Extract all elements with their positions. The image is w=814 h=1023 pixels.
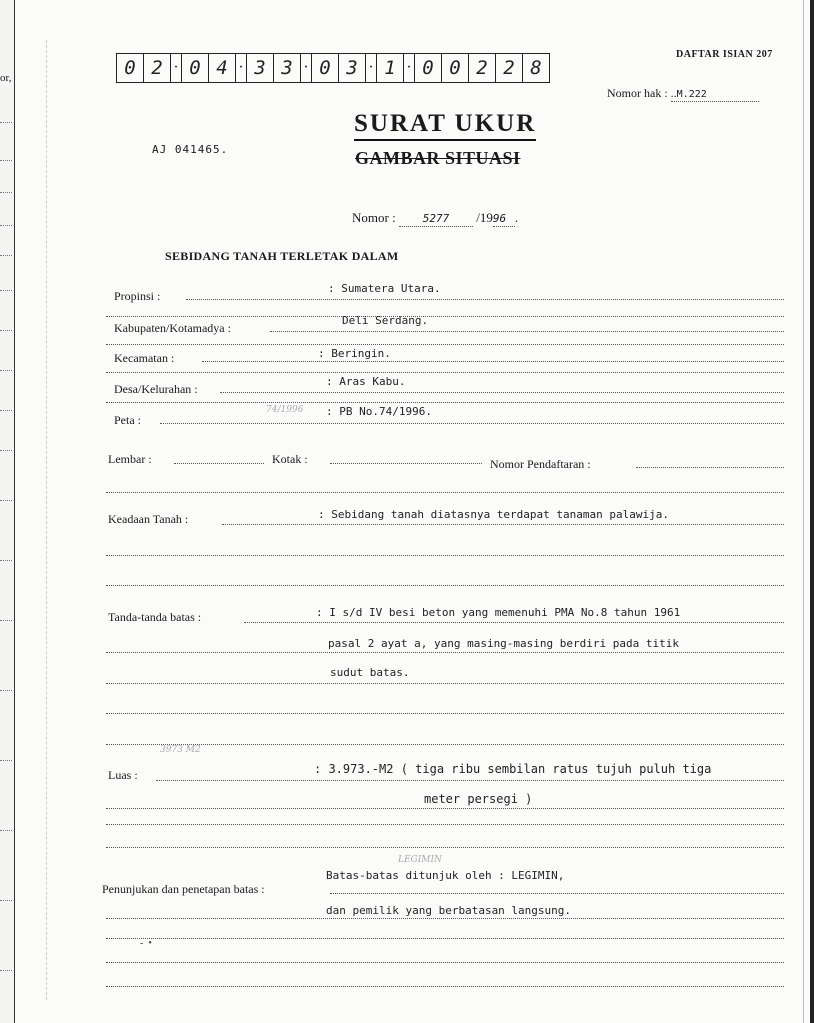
page-fold-line — [46, 40, 48, 1000]
code-digit-box: 2 — [144, 54, 171, 82]
tanda-batas-line-3: sudut batas. — [330, 666, 410, 679]
tanda-batas-line-3-rule — [106, 683, 784, 684]
code-digit-box: 0 — [415, 54, 442, 82]
kotak-label: Kotak : — [272, 452, 308, 466]
tanda-batas-line-2: pasal 2 ayat a, yang masing-masing berdiri pada titik — [328, 637, 679, 650]
tanda-batas-line-5-rule — [106, 744, 784, 745]
propinsi-line-2 — [106, 316, 784, 317]
form-number: DAFTAR ISIAN 207 — [676, 49, 773, 60]
nomor-pendaftaran-label: Nomor Pendaftaran : — [490, 457, 591, 471]
adjacent-page-fragment: or, — [0, 72, 12, 84]
adjacent-page-rule — [0, 450, 12, 451]
kabupaten-label: Kabupaten/Kotamadya : — [114, 321, 231, 335]
desa-line-2 — [106, 402, 784, 403]
penunjukan-line-1: Batas-batas ditunjuk oleh : LEGIMIN, — [326, 869, 565, 882]
scan-border — [803, 0, 804, 1023]
propinsi-value: : Sumatera Utara. — [328, 282, 441, 295]
code-separator: · — [171, 54, 182, 82]
code-digit-box: 2 — [469, 54, 496, 82]
code-digit-box: 0 — [117, 54, 144, 82]
code-separator: · — [301, 54, 312, 82]
adjacent-page-rule — [0, 192, 12, 193]
peta-faint-note: 74/1996 — [266, 405, 304, 415]
code-separator: · — [404, 54, 415, 82]
code-separator: · — [366, 54, 377, 82]
tanda-batas-line — [244, 622, 784, 623]
adjacent-page-rule — [0, 560, 12, 561]
code-digit-box: 3 — [247, 54, 274, 82]
serial-number: AJ 041465. — [152, 143, 229, 156]
kotak-line — [330, 463, 482, 464]
peta-label: Peta : — [114, 413, 141, 427]
adjacent-page-rule — [0, 690, 12, 691]
adjacent-page-rule — [0, 225, 12, 226]
code-digit-box: 1 — [377, 54, 404, 82]
adjacent-page-edge — [0, 0, 15, 1023]
code-digit-box: 0 — [442, 54, 469, 82]
keadaan-tanah-line — [222, 524, 784, 525]
nomor-year-prefix: /19 — [476, 210, 493, 225]
penunjukan-line-2: dan pemilik yang berbatasan langsung. — [326, 904, 572, 917]
penunjukan-line-4-rule — [106, 962, 784, 963]
kabupaten-line — [270, 331, 784, 332]
lembar-label: Lembar : — [108, 452, 152, 466]
propinsi-line — [186, 299, 784, 300]
nomor-hak: Nomor hak : ..M.222 — [607, 86, 759, 102]
kabupaten-line-2 — [106, 344, 784, 345]
penunjukan-line-5-rule — [106, 986, 784, 987]
nomor-pendaftaran-line — [636, 467, 784, 468]
adjacent-page-rule — [0, 122, 12, 123]
adjacent-page-rule — [0, 410, 12, 411]
adjacent-page-rule — [0, 160, 12, 161]
desa-label: Desa/Kelurahan : — [114, 382, 198, 396]
adjacent-page-rule — [0, 760, 12, 761]
adjacent-page-rule — [0, 255, 12, 256]
keadaan-tanah-value: : Sebidang tanah diatasnya terdapat tanaman palawija. — [318, 508, 669, 521]
code-separator: · — [236, 54, 247, 82]
penunjukan-line-2-rule — [106, 918, 784, 919]
penunjukan-faint-note: LEGIMIN — [398, 855, 442, 865]
peta-line — [160, 423, 784, 424]
section-heading: SEBIDANG TANAH TERLETAK DALAM — [165, 249, 399, 263]
kecamatan-label: Kecamatan : — [114, 351, 175, 365]
nomor-label: Nomor : — [352, 210, 396, 225]
nomor-field: Nomor : 5277 /1996 . — [352, 210, 519, 225]
certificate-code-boxes — [116, 53, 550, 83]
scan-edge — [810, 0, 814, 1023]
adjacent-page-rule — [0, 290, 12, 291]
luas-line-1: : 3.973.-M2 ( tiga ribu sembilan ratus tujuh puluh tiga — [314, 762, 712, 776]
code-digit-box: 3 — [339, 54, 366, 82]
penunjukan-label: Penunjukan dan penetapan batas : — [102, 882, 265, 896]
adjacent-page-rule — [0, 970, 12, 971]
code-digit-box: 4 — [209, 54, 236, 82]
luas-faint-note: 3973 M2 — [160, 745, 201, 755]
keadaan-tanah-label: Keadaan Tanah : — [108, 512, 189, 526]
desa-line — [220, 392, 784, 393]
kecamatan-value: : Beringin. — [318, 347, 391, 360]
keadaan-tanah-line-2 — [106, 555, 784, 556]
keadaan-tanah-line-3 — [106, 585, 784, 586]
adjacent-page-rule — [0, 900, 12, 901]
document-title: SURAT UKUR — [354, 110, 536, 141]
kabupaten-value: Deli Serdang. — [342, 314, 429, 327]
code-digit-box: 3 — [274, 54, 301, 82]
lembar-line — [174, 463, 264, 464]
luas-line-2: meter persegi ) — [424, 792, 533, 806]
stray-mark: - • — [140, 938, 152, 949]
luas-line-3-rule — [106, 824, 784, 825]
tanda-batas-line-4-rule — [106, 713, 784, 714]
document-subtitle-struck: GAMBAR SITUASI — [355, 148, 521, 168]
luas-label: Luas : — [108, 768, 138, 782]
adjacent-page-rule — [0, 830, 12, 831]
desa-value: : Aras Kabu. — [326, 375, 406, 388]
lembar-line-2 — [106, 492, 784, 493]
code-digit-box: 8 — [530, 57, 542, 79]
tanda-batas-label: Tanda-tanda batas : — [108, 610, 202, 624]
adjacent-page-rule — [0, 330, 12, 331]
adjacent-page-rule — [0, 370, 12, 371]
luas-line-2-rule — [106, 808, 784, 809]
penunjukan-line — [330, 893, 784, 894]
adjacent-page-rule — [0, 620, 12, 621]
propinsi-label: Propinsi : — [114, 289, 161, 303]
nomor-hak-label: Nomor hak : — [607, 86, 668, 100]
kecamatan-line — [202, 361, 784, 362]
penunjukan-line-3-rule — [106, 938, 784, 939]
adjacent-page-rule — [0, 500, 12, 501]
nomor-year-value: 96 — [492, 212, 507, 225]
peta-value: : PB No.74/1996. — [326, 405, 432, 418]
code-digit-box: 0 — [182, 54, 209, 82]
nomor-value: 5277 — [422, 212, 450, 225]
code-digit-box: 2 — [496, 54, 523, 82]
tanda-batas-line-1: : I s/d IV besi beton yang memenuhi PMA No.8 tahun 1961 — [316, 606, 681, 619]
luas-line — [156, 780, 784, 781]
kecamatan-line-2 — [106, 372, 784, 373]
luas-line-4-rule — [106, 847, 784, 848]
tanda-batas-line-2-rule — [106, 652, 784, 653]
code-digit-box: 0 — [312, 54, 339, 82]
nomor-hak-value: M.222 — [676, 89, 707, 100]
